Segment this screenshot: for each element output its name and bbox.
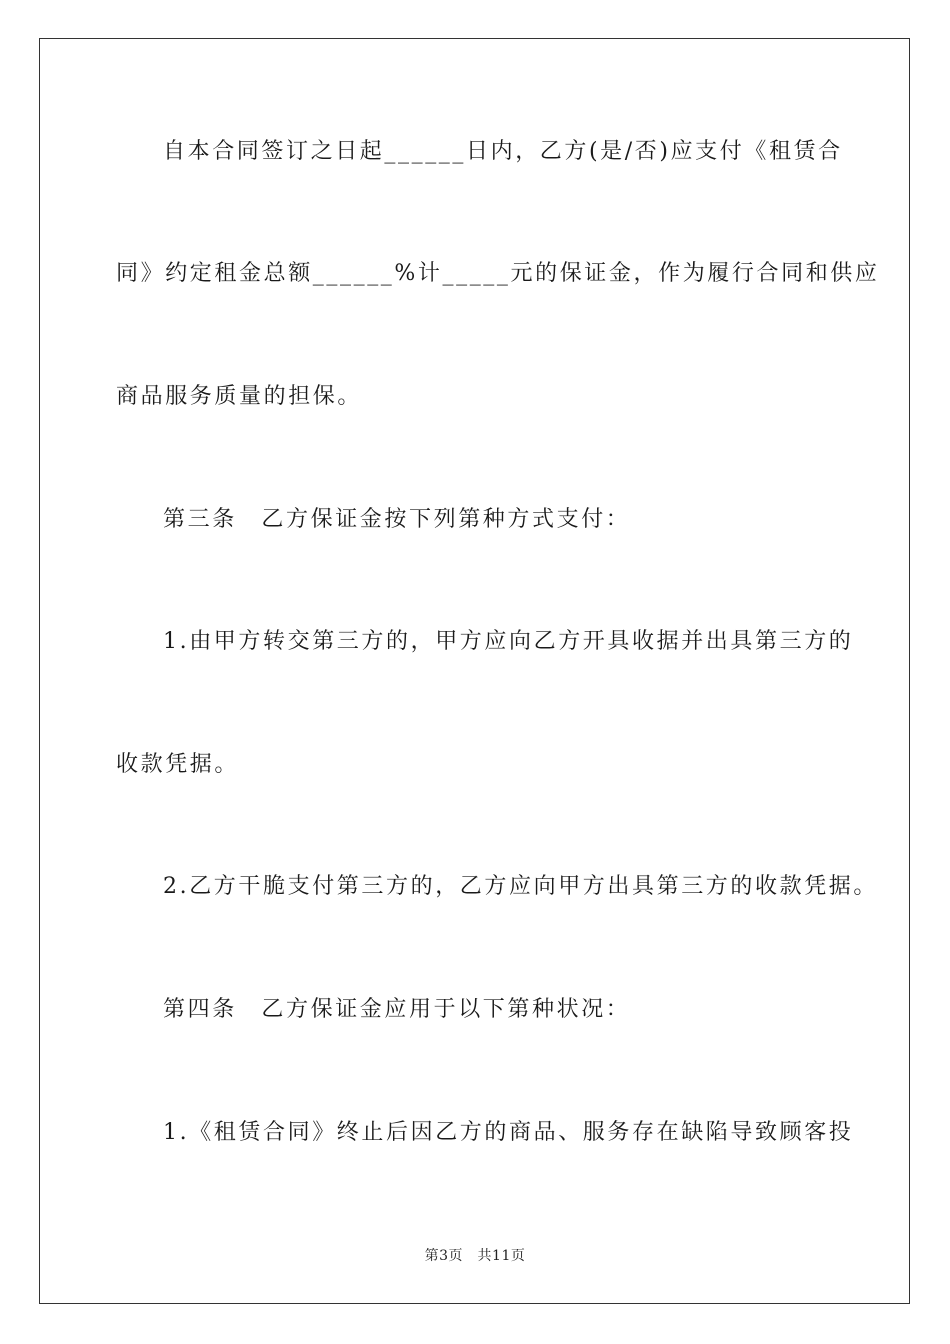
paragraph-line-3: 商品服务质量的担保。 — [116, 384, 363, 409]
paragraph-line-1: 自本合同签订之日起______日内，乙方(是/否)应支付《租赁合 — [163, 139, 843, 164]
article-4-heading: 第四条 乙方保证金应用于以下第种状况： — [163, 997, 631, 1022]
page-border — [39, 38, 910, 1304]
list-item-2: 2.乙方干脆支付第三方的，乙方应向甲方出具第三方的收款凭据。 — [163, 874, 878, 899]
article-3-heading: 第三条 乙方保证金按下列第种方式支付： — [163, 507, 631, 532]
list-item-1: 1.由甲方转交第三方的，甲方应向乙方开具收据并出具第三方的 — [163, 629, 854, 654]
paragraph-line-2: 同》约定租金总额______%计_____元的保证金，作为履行合同和供应 — [116, 261, 880, 286]
list-item-1-continuation: 收款凭据。 — [116, 752, 240, 777]
list-item-3: 1.《租赁合同》终止后因乙方的商品、服务存在缺陷导致顾客投 — [163, 1120, 854, 1145]
page-number: 第3页 共11页 — [424, 1248, 526, 1264]
